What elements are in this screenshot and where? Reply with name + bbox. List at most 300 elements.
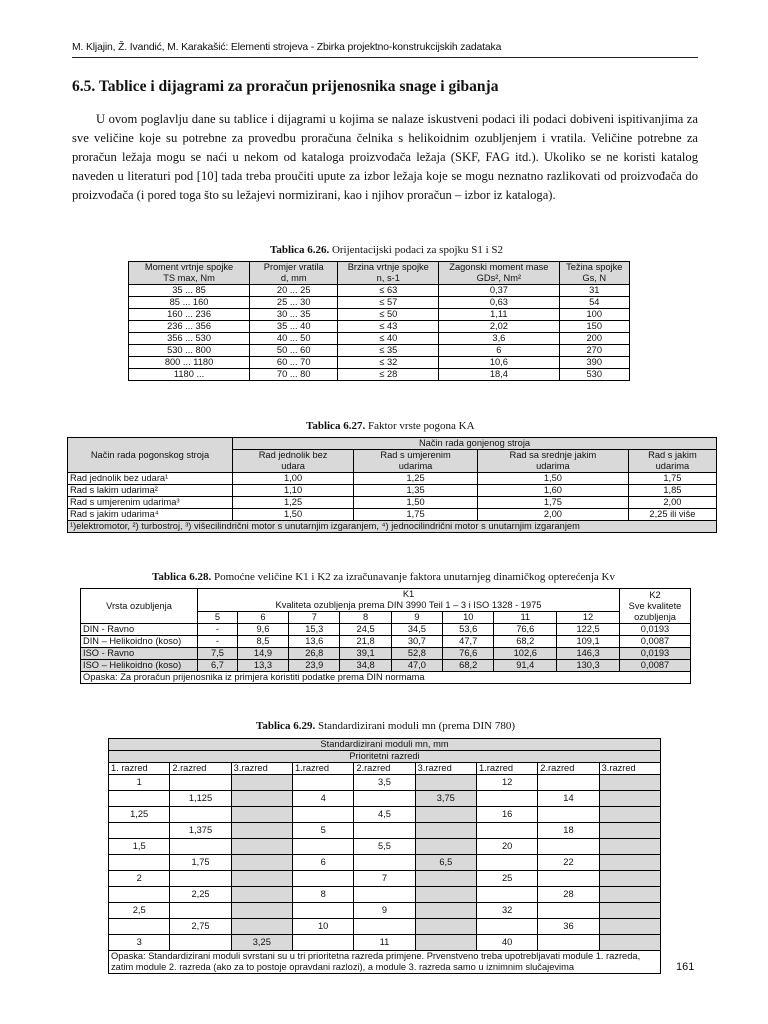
- table-row: [109, 919, 661, 935]
- table-cell: 1,50: [354, 497, 478, 509]
- table-cell: 1,75: [354, 509, 478, 521]
- column-header: [250, 262, 338, 285]
- page-number: 161: [676, 961, 695, 973]
- table-cell: [599, 823, 660, 839]
- grade-header: 7: [289, 612, 340, 624]
- table-cell: 3: [109, 935, 170, 951]
- table-cell: [415, 839, 476, 855]
- header-unit: udara: [281, 461, 305, 471]
- table-cell: 11: [354, 935, 415, 951]
- table-6-27: [67, 437, 717, 533]
- table-cell: 6: [439, 345, 559, 357]
- table-cell: 2,02: [439, 321, 559, 333]
- table-cell: 35 ... 85: [129, 285, 250, 297]
- table-cell: 16: [476, 807, 537, 823]
- section-title: 6.5. Tablice i dijagrami za proračun prijenosnika snage i gibanja: [72, 78, 499, 95]
- table-row: [129, 345, 630, 357]
- table-cell: 7,5: [198, 648, 238, 660]
- table-cell: 390: [559, 357, 629, 369]
- table-row: [109, 935, 661, 951]
- table-cell: 1,75: [477, 497, 628, 509]
- grade-header: 9: [391, 612, 442, 624]
- table-cell: [599, 839, 660, 855]
- table-cell: Rad s lakim udarima²: [68, 485, 233, 497]
- table-row: [129, 285, 630, 297]
- table-cell: 356 ... 530: [129, 333, 250, 345]
- table-cell: [415, 887, 476, 903]
- table-cell: 2,00: [628, 497, 716, 509]
- table-cell: 270: [559, 345, 629, 357]
- table-row: [68, 509, 717, 521]
- table-cell: [109, 855, 170, 871]
- table-cell: 22: [538, 855, 599, 871]
- table-cell: 2,25 ili više: [628, 509, 716, 521]
- table-cell: [231, 871, 292, 887]
- header-unit: d, mm: [280, 273, 307, 283]
- table-cell: [599, 871, 660, 887]
- table-cell: 34,8: [340, 660, 391, 672]
- table-cell: ≤ 28: [338, 369, 439, 381]
- header-line: Moment vrtnje spojke: [144, 262, 234, 272]
- table-cell: 25: [476, 871, 537, 887]
- table-cell: 47,7: [443, 636, 494, 648]
- table-cell: 18: [538, 823, 599, 839]
- grade-header: 8: [340, 612, 391, 624]
- table-cell: [538, 807, 599, 823]
- table-cell: 2,5: [109, 903, 170, 919]
- column-header: [338, 262, 439, 285]
- table-cell: 15,3: [289, 624, 340, 636]
- table-cell: [292, 871, 353, 887]
- table-cell: 20: [476, 839, 537, 855]
- table-cell: [354, 887, 415, 903]
- note-row: [109, 951, 661, 974]
- table-cell: [599, 935, 660, 951]
- class-header: 3.razred: [415, 763, 476, 775]
- table-cell: 21,8: [340, 636, 391, 648]
- table-cell: 122,5: [557, 624, 620, 636]
- table-cell: 1,50: [477, 473, 628, 485]
- table-cell: [292, 775, 353, 791]
- table-cell: [231, 839, 292, 855]
- table-cell: ≤ 40: [338, 333, 439, 345]
- table-cell: 68,2: [494, 636, 557, 648]
- header-unit: GDs², Nm²: [476, 273, 522, 283]
- class-header: 1.razred: [476, 763, 537, 775]
- table-cell: 200: [559, 333, 629, 345]
- table-cell: 0,0087: [620, 636, 691, 648]
- table-cell: 1,35: [354, 485, 478, 497]
- table-cell: 9: [354, 903, 415, 919]
- table-cell: -: [198, 624, 238, 636]
- column-header: [354, 450, 478, 473]
- table-cell: 52,8: [391, 648, 442, 660]
- table-cell: 40 ... 50: [250, 333, 338, 345]
- table-cell: 18,4: [439, 369, 559, 381]
- k1-header: [198, 589, 620, 612]
- table-row: [109, 807, 661, 823]
- header-unit: udarima: [536, 461, 570, 471]
- table-cell: 12: [476, 775, 537, 791]
- table-cell: 1,10: [233, 485, 354, 497]
- table-cell: 54: [559, 297, 629, 309]
- table-cell: 6,7: [198, 660, 238, 672]
- table-cell: [231, 807, 292, 823]
- table-cell: [538, 775, 599, 791]
- table-cell: 76,6: [494, 624, 557, 636]
- corner-header: Vrsta ozubljenja: [81, 589, 198, 624]
- table-cell: DIN - Ravno: [81, 624, 198, 636]
- table-cell: [292, 807, 353, 823]
- table-cell: ISO - Ravno: [81, 648, 198, 660]
- table-cell: 28: [538, 887, 599, 903]
- table-cell: ≤ 50: [338, 309, 439, 321]
- table-cell: 5,5: [354, 839, 415, 855]
- note-row: [81, 672, 691, 684]
- table-cell: 39,1: [340, 648, 391, 660]
- table-cell: [231, 855, 292, 871]
- class-header: 2.razred: [354, 763, 415, 775]
- priority-header: Prioritetni razredi: [109, 751, 661, 763]
- header-unit: TS max, Nm: [163, 273, 215, 283]
- k1-subtitle: Kvaliteta ozubljenja prema DIN 3990 Teil 1 – 3 i ISO 1328 - 1975: [275, 600, 542, 610]
- table-cell: [292, 935, 353, 951]
- table-cell: 9,6: [237, 624, 288, 636]
- table-cell: 100: [559, 309, 629, 321]
- table-cell: 10: [292, 919, 353, 935]
- table-cell: 160 ... 236: [129, 309, 250, 321]
- table-cell: [109, 823, 170, 839]
- table-cell: ≤ 57: [338, 297, 439, 309]
- table-cell: 50 ... 60: [250, 345, 338, 357]
- table-cell: 1,50: [233, 509, 354, 521]
- table-cell: 0,0087: [620, 660, 691, 672]
- table-row: [68, 485, 717, 497]
- table-cell: [109, 887, 170, 903]
- k2-subtitle: Sve kvalitete: [628, 600, 682, 611]
- table-cell: 91,4: [494, 660, 557, 672]
- table-row: [109, 775, 661, 791]
- table-cell: 1,11: [439, 309, 559, 321]
- header-unit: udarima: [398, 461, 433, 471]
- table-cell: 47,0: [391, 660, 442, 672]
- header-line: Rad sa srednje jakim: [509, 450, 597, 460]
- header-line: Zagonski moment mase: [449, 262, 549, 272]
- table-cell: [599, 791, 660, 807]
- grade-header: 10: [443, 612, 494, 624]
- table-row: [81, 660, 691, 672]
- table-cell: [231, 887, 292, 903]
- column-header: [477, 450, 628, 473]
- running-head: M. Kljajin, Ž. Ivandić, M. Karakašić: Elementi strojeva - Zbirka projektno-konstrukcijskih zadataka: [72, 42, 698, 58]
- table-cell: [354, 823, 415, 839]
- table-cell: [415, 775, 476, 791]
- table-cell: 3,5: [354, 775, 415, 791]
- table-row: [109, 887, 661, 903]
- header-row: [81, 589, 691, 612]
- table-row: [109, 823, 661, 839]
- table-row: [129, 369, 630, 381]
- table-cell: [476, 887, 537, 903]
- table-cell: 14,9: [237, 648, 288, 660]
- column-header: [628, 450, 716, 473]
- table-cell: [415, 903, 476, 919]
- table-cell: [170, 935, 231, 951]
- table-cell: [476, 791, 537, 807]
- column-header: [559, 262, 629, 285]
- header-unit: n, s-1: [376, 273, 400, 283]
- footnote-row: [68, 521, 717, 533]
- table-row: [68, 473, 717, 485]
- header-row: [109, 751, 661, 763]
- table-cell: 4,5: [354, 807, 415, 823]
- table-cell: [292, 839, 353, 855]
- table-row: [109, 903, 661, 919]
- table-row: [109, 871, 661, 887]
- table-cell: 13,3: [237, 660, 288, 672]
- class-header: 1. razred: [109, 763, 170, 775]
- table-cell: 1,60: [477, 485, 628, 497]
- table-cell: 24,5: [340, 624, 391, 636]
- table-cell: 1180 ...: [129, 369, 250, 381]
- table-cell: 150: [559, 321, 629, 333]
- caption-text: Standardizirani moduli mn (prema DIN 780): [315, 720, 515, 732]
- table-cell: [476, 919, 537, 935]
- table-cell: ≤ 35: [338, 345, 439, 357]
- table-6-26: [128, 261, 630, 381]
- table-cell: [292, 903, 353, 919]
- caption-text: Orijentacijski podaci za spojku S1 i S2: [329, 244, 504, 256]
- table-row: [129, 333, 630, 345]
- table-cell: [599, 775, 660, 791]
- table-cell: 31: [559, 285, 629, 297]
- table-6-26-caption: [270, 244, 503, 256]
- table-cell: 1,5: [109, 839, 170, 855]
- table-cell: 30,7: [391, 636, 442, 648]
- table-cell: 1,25: [109, 807, 170, 823]
- header-line: Brzina vrtnje spojke: [347, 262, 429, 272]
- table-cell: 3,75: [415, 791, 476, 807]
- header-unit: udarima: [655, 461, 690, 471]
- table-cell: [415, 871, 476, 887]
- caption-label: Tablica 6.26.: [270, 244, 330, 256]
- table-cell: 1: [109, 775, 170, 791]
- grade-header: 11: [494, 612, 557, 624]
- table-cell: 7: [354, 871, 415, 887]
- header-row: [109, 739, 661, 751]
- table-cell: 1,75: [628, 473, 716, 485]
- table-cell: 30 ... 35: [250, 309, 338, 321]
- table-cell: [415, 919, 476, 935]
- table-cell: [231, 775, 292, 791]
- table-cell: 25 ... 30: [250, 297, 338, 309]
- caption-label: Tablica 6.29.: [256, 720, 316, 732]
- table-cell: 2: [109, 871, 170, 887]
- table-cell: 0,63: [439, 297, 559, 309]
- grade-header: 6: [237, 612, 288, 624]
- table-cell: 53,6: [443, 624, 494, 636]
- table-cell: [170, 807, 231, 823]
- header-line: Rad s jakim: [648, 450, 697, 460]
- table-6-28: [80, 588, 691, 684]
- table-cell: 530 ... 800: [129, 345, 250, 357]
- table-cell: [599, 903, 660, 919]
- table-cell: [599, 887, 660, 903]
- caption-text: Faktor vrste pogona KA: [365, 420, 475, 432]
- table-cell: 2,25: [170, 887, 231, 903]
- table-cell: 3,25: [231, 935, 292, 951]
- table-cell: [538, 839, 599, 855]
- table-cell: [231, 919, 292, 935]
- table-cell: [538, 871, 599, 887]
- table-cell: 34,5: [391, 624, 442, 636]
- table-6-28-caption: [152, 571, 615, 583]
- header-row: [129, 262, 630, 285]
- table-cell: [415, 935, 476, 951]
- column-header: [439, 262, 559, 285]
- table-cell: [599, 807, 660, 823]
- class-header: 1.razred: [292, 763, 353, 775]
- table-row: [129, 309, 630, 321]
- table-cell: [354, 855, 415, 871]
- table-cell: ≤ 32: [338, 357, 439, 369]
- header-line: Težina spojke: [566, 262, 623, 272]
- table-cell: 60 ... 70: [250, 357, 338, 369]
- table-cell: 130,3: [557, 660, 620, 672]
- table-row: [129, 321, 630, 333]
- table-cell: 2,00: [477, 509, 628, 521]
- table-cell: 10,6: [439, 357, 559, 369]
- table-cell: 76,6: [443, 648, 494, 660]
- table-cell: 236 ... 356: [129, 321, 250, 333]
- table-note: Opaska: Za proračun prijenosnika iz primjera koristiti podatke prema DIN normama: [81, 672, 691, 684]
- class-header: 3.razred: [231, 763, 292, 775]
- table-cell: 8,5: [237, 636, 288, 648]
- table-cell: 40: [476, 935, 537, 951]
- k2-subtitle-2: ozubljenja: [634, 611, 676, 622]
- table-cell: 1,375: [170, 823, 231, 839]
- table-cell: [170, 839, 231, 855]
- table-cell: 530: [559, 369, 629, 381]
- table-cell: 4: [292, 791, 353, 807]
- table-row: [129, 297, 630, 309]
- table-row: [109, 791, 661, 807]
- table-cell: 20 ... 25: [250, 285, 338, 297]
- table-cell: 0,0193: [620, 648, 691, 660]
- header-line: Rad s umjerenim: [380, 450, 451, 460]
- column-header: [129, 262, 250, 285]
- table-cell: 1,25: [233, 497, 354, 509]
- k2-header: [620, 589, 691, 624]
- caption-text: Pomoćne veličine K1 i K2 za izračunavanje faktora unutarnjeg dinamičkog opterećenja Kv: [211, 571, 615, 583]
- table-row: [129, 357, 630, 369]
- k1-symbol: K1: [402, 589, 415, 599]
- table-cell: 0,0193: [620, 624, 691, 636]
- table-cell: ISO – Helikoidno (koso): [81, 660, 198, 672]
- table-cell: DIN – Helikoidno (koso): [81, 636, 198, 648]
- table-cell: ≤ 43: [338, 321, 439, 333]
- table-cell: 32: [476, 903, 537, 919]
- table-note: Opaska: Standardizirani moduli svrstani su u tri prioritetna razreda primjene. Prvenstveno treba upotrebljavati module 1. razreda, zatim module 2. razreda (ako za to postoje opravdani razlozi), a module 3. razreda samo u iznimnim slučajevima: [109, 951, 661, 974]
- table-row: [81, 624, 691, 636]
- table-footnote: ¹)elektromotor, ²) turbostroj, ³) višecilindrični motor s unutarnjim izgaranjem, ⁴) jednocilindrični motor s unutarnjim izgaranjem: [68, 521, 717, 533]
- caption-label: Tablica 6.27.: [306, 420, 366, 432]
- table-cell: 26,8: [289, 648, 340, 660]
- table-cell: 35 ... 40: [250, 321, 338, 333]
- table-cell: 1,125: [170, 791, 231, 807]
- table-cell: 70 ... 80: [250, 369, 338, 381]
- corner-header: Način rada pogonskog stroja: [68, 438, 233, 473]
- table-cell: 85 ... 160: [129, 297, 250, 309]
- grade-header: 5: [198, 612, 238, 624]
- table-cell: [476, 823, 537, 839]
- table-cell: 1,85: [628, 485, 716, 497]
- k2-symbol: K2: [649, 589, 661, 600]
- table-cell: Rad s umjerenim udarima³: [68, 497, 233, 509]
- table-cell: [415, 823, 476, 839]
- table-cell: 1,75: [170, 855, 231, 871]
- table-title-header: Standardizirani moduli mn, mm: [109, 739, 661, 751]
- table-cell: 0,37: [439, 285, 559, 297]
- table-cell: [170, 903, 231, 919]
- column-header: [233, 450, 354, 473]
- table-6-29: [108, 738, 661, 974]
- table-cell: 146,3: [557, 648, 620, 660]
- table-cell: [415, 807, 476, 823]
- caption-label: Tablica 6.28.: [152, 571, 212, 583]
- table-row: [68, 497, 717, 509]
- table-cell: ≤ 63: [338, 285, 439, 297]
- table-cell: [354, 791, 415, 807]
- table-cell: [599, 855, 660, 871]
- table-cell: [231, 823, 292, 839]
- table-cell: [538, 935, 599, 951]
- table-cell: 6,5: [415, 855, 476, 871]
- table-cell: 1,00: [233, 473, 354, 485]
- table-cell: 800 ... 1180: [129, 357, 250, 369]
- table-6-27-caption: [306, 420, 475, 432]
- table-cell: [231, 903, 292, 919]
- table-cell: 68,2: [443, 660, 494, 672]
- table-cell: 2,75: [170, 919, 231, 935]
- grade-header: 12: [557, 612, 620, 624]
- header-line: Promjer vratila: [263, 262, 324, 272]
- table-cell: 109,1: [557, 636, 620, 648]
- header-unit: Gs, N: [582, 273, 607, 283]
- class-header: 2.razred: [170, 763, 231, 775]
- table-cell: 14: [538, 791, 599, 807]
- table-cell: 1,25: [354, 473, 478, 485]
- table-cell: [476, 855, 537, 871]
- table-row: [81, 648, 691, 660]
- table-cell: 6: [292, 855, 353, 871]
- table-6-29-caption: [256, 720, 515, 732]
- table-cell: [170, 775, 231, 791]
- table-cell: [354, 919, 415, 935]
- table-row: [81, 636, 691, 648]
- table-cell: 3,6: [439, 333, 559, 345]
- table-cell: 102,6: [494, 648, 557, 660]
- table-row: [109, 839, 661, 855]
- table-cell: 36: [538, 919, 599, 935]
- class-header: 2.razred: [538, 763, 599, 775]
- table-cell: Rad jednolik bez udara¹: [68, 473, 233, 485]
- table-cell: [109, 919, 170, 935]
- table-cell: 23,9: [289, 660, 340, 672]
- table-cell: 13,6: [289, 636, 340, 648]
- table-row: [109, 855, 661, 871]
- table-cell: [599, 919, 660, 935]
